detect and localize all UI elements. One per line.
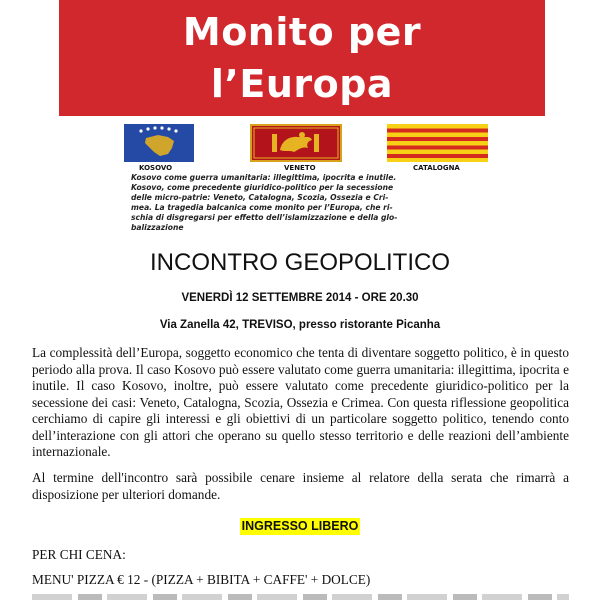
caption-line: delle micro-patrie: Veneto, Catalogna, Scozia, Ossezia e Cri-	[131, 193, 389, 202]
event-date: VENERDÌ 12 SETTEMBRE 2014 - ORE 20.30	[181, 292, 419, 304]
caption-line: schia di disgregarsi per effetto dell’islamizzazione e della glo-	[131, 213, 398, 222]
banner-title-line-1: Monito per	[182, 10, 422, 54]
description-paragraph: La complessità dell’Europa, soggetto economico che tenta di diventare soggetto politico, è in questo periodo alla prova. Il caso Kosovo può essere valutato come guerra umanitaria: illegittima, ipocrita e inutile. Il caso Kosovo, inoltre, può essere valutato come precedente giuridico-politico per la secessione dei casi: Veneto, Catalogna, Scozia, Ossezia e Crimea. Con questa riflessione geopolitica cerchiamo di capire gli interessi e gli obiettivi di un particolare soggetto politico, tenendo conto dell’interazione con gli attori che operano su quello stesso territorio e delle reazioni dell’ambiente internazionale.	[32, 345, 569, 459]
dinner-paragraph: Al termine dell'incontro sarà possibile cenare insieme al relatore della serata che rimarrà a disposizione per ulteriori domande.	[32, 470, 569, 502]
dinner-heading: PER CHI CENA:	[32, 547, 126, 562]
flag-label-veneto: VENETO	[284, 164, 316, 172]
flag-label-kosovo: KOSOVO	[139, 164, 173, 172]
catalan-senyera-flag-icon	[387, 124, 488, 162]
event-venue: Via Zanella 42, TREVISO, presso ristorante Picanha	[159, 319, 441, 331]
event-title: INCONTRO GEOPOLITICO	[149, 249, 451, 276]
banner-title-line-2: l’Europa	[210, 62, 394, 106]
caption-line: Kosovo, come precedente giuridico-politico per la secessione	[131, 183, 394, 192]
caption-line: Kosovo come guerra umanitaria: illegittima, ipocrita e inutile.	[131, 173, 397, 182]
flag-label-catalogna: CATALOGNA	[413, 164, 460, 172]
cut-off-text-line	[32, 594, 569, 600]
flags-caption	[131, 173, 476, 233]
free-entry-notice	[0, 517, 600, 535]
kosovo-flag-icon	[124, 124, 194, 162]
dinner-menu: MENU' PIZZA € 12 - (PIZZA + BIBITA + CAFFE' + DOLCE)	[32, 572, 371, 587]
veneto-lion-flag-icon	[250, 124, 342, 162]
caption-line: balizzazione	[131, 223, 184, 232]
title-banner	[59, 0, 545, 116]
free-entry-label: INGRESSO LIBERO	[241, 519, 359, 533]
caption-line: mea. La tragedia balcanica come monito per l’Europa, che ri-	[131, 203, 393, 212]
